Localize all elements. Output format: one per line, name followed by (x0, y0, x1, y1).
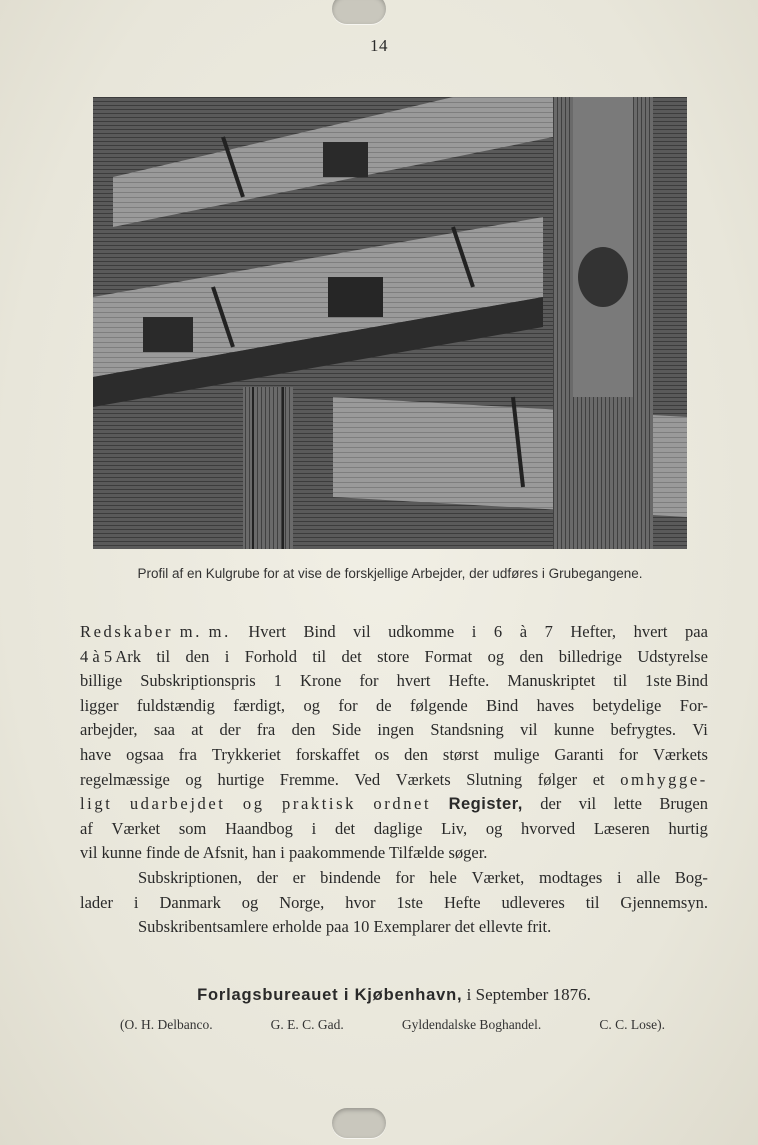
word: i (617, 867, 622, 887)
word: Fremme. (279, 769, 339, 789)
word: 1 (273, 671, 283, 691)
word: ogsaa (126, 744, 164, 764)
word: følger (537, 769, 578, 789)
word: til (585, 892, 600, 912)
word: à (519, 622, 528, 641)
word: følgende (410, 695, 468, 715)
word: hvert (633, 622, 668, 641)
word: Læseren (593, 818, 650, 838)
word: 1ste Bind (645, 671, 708, 691)
word: det (334, 818, 356, 838)
word: saa (153, 720, 175, 740)
word: alle (636, 867, 661, 887)
word: forskaffet (295, 744, 360, 764)
word: Hvert (248, 622, 286, 641)
word: hvorved (521, 818, 576, 838)
word: Værkets (395, 769, 451, 789)
publisher-name: Forlagsbureauet i Kjøbenhavn, (197, 986, 463, 1004)
word: Redskaber m. m. (80, 622, 231, 641)
word: i (133, 892, 139, 912)
word: Slutning (466, 769, 523, 789)
word: Side (331, 720, 362, 740)
word: og (485, 818, 503, 838)
subscription-terms-line (80, 743, 708, 768)
word: billedrige (558, 646, 622, 666)
word: de (376, 695, 392, 715)
word: Haandbog (225, 818, 293, 838)
partner-gad: G. E. C. Gad. (270, 1017, 344, 1032)
word: af (80, 818, 93, 838)
word: modtages (539, 867, 603, 887)
word: omhygge- (620, 769, 708, 789)
subscription-terms-line (80, 792, 708, 817)
word: i (224, 646, 230, 666)
collectors-text: Subskribentsamlere erholde paa 10 Exemplarer det ellevte frit. (138, 917, 552, 937)
word: der (219, 720, 241, 740)
word: Trykkeriet (211, 744, 281, 764)
word: billige (80, 671, 123, 691)
word: 1ste (396, 892, 424, 912)
word: fra (256, 720, 276, 740)
word: og (185, 769, 202, 789)
word: Subskriptionspris (140, 671, 256, 691)
word: at (191, 720, 204, 740)
subscription-terms-line (80, 841, 708, 866)
word: fra (178, 744, 197, 764)
word: Krone (300, 671, 342, 691)
word: som (178, 818, 207, 838)
word: udarbejdet (129, 794, 226, 814)
word: arbejder, (80, 720, 138, 740)
word: Register, (448, 795, 523, 814)
word: bindende (320, 867, 381, 887)
subscription-terms-line (80, 768, 708, 793)
word: Subskriptionen, (138, 867, 243, 887)
word: og (241, 892, 259, 912)
word: hurtig (668, 818, 708, 838)
subscription-terms-line (80, 694, 708, 719)
word: i (471, 622, 477, 641)
word: betydelige (592, 695, 662, 715)
word: Hefter, (570, 622, 616, 641)
word: 7 (544, 622, 553, 641)
word: for (618, 744, 639, 764)
word: for (338, 695, 358, 715)
publisher-date: i September 1876. (466, 985, 591, 1004)
subscription-terms-line (80, 669, 708, 694)
publisher-line (80, 985, 708, 1005)
word: hurtige (217, 769, 265, 789)
word: til (156, 646, 171, 666)
word: den (404, 744, 428, 764)
word: Standsning (430, 720, 504, 740)
body-text (80, 620, 708, 940)
subscription-terms-line (80, 817, 708, 842)
word: vil (520, 720, 538, 740)
word: os (374, 744, 390, 764)
word: ordnet (373, 794, 432, 814)
word: er (292, 867, 306, 887)
figure-caption: Profil af en Kulgrube for at vise de forskjellige Arbejder, der udføres i Grubegangene. (137, 566, 643, 581)
word: Manuskriptet (507, 671, 596, 691)
word: praktisk (282, 794, 356, 814)
word: Forhold (244, 646, 297, 666)
word: ingen (377, 720, 415, 740)
word: Bog- (674, 867, 708, 887)
word: Hefte (443, 892, 481, 912)
subscription-terms-line (80, 645, 708, 670)
word: store (377, 646, 410, 666)
word: Brugen (659, 794, 708, 814)
word: og (242, 794, 265, 814)
word: den (291, 720, 316, 740)
word: lette (613, 794, 642, 814)
partner-delbanco: (O. H. Delbanco. (120, 1017, 213, 1032)
word: hele (429, 867, 457, 887)
paragraph-subscription-terms (80, 620, 708, 866)
punch-hole-top (332, 0, 386, 24)
coal-mine-engraving (93, 97, 687, 549)
punch-hole-bottom (332, 1108, 386, 1138)
engraving-illustration (93, 97, 687, 549)
word: et (592, 769, 605, 789)
word: vil (353, 622, 371, 641)
word: mulige (493, 744, 540, 764)
word: Ved (354, 769, 381, 789)
word: kunne (553, 720, 595, 740)
word: hvor (345, 892, 376, 912)
word: Hefte. (448, 671, 490, 691)
word: udleveres (501, 892, 565, 912)
word: for (359, 671, 379, 691)
word: færdigt, (233, 695, 286, 715)
word: befrygtes. (610, 720, 676, 740)
word: Format (424, 646, 473, 666)
word: og (487, 646, 505, 666)
partner-lose: C. C. Lose). (599, 1017, 665, 1032)
word: der (540, 794, 562, 814)
paragraph-collectors (80, 915, 708, 940)
subscription-binding-line (80, 891, 708, 916)
word: den (185, 646, 210, 666)
word: og (303, 695, 320, 715)
word: fuldstændig (136, 695, 215, 715)
word: daglige (373, 818, 423, 838)
word: Garanti (554, 744, 604, 764)
word: Værkets (652, 744, 708, 764)
word: Vi (692, 720, 708, 740)
word: Norge, (279, 892, 325, 912)
word: vil (578, 794, 597, 814)
word: størst (442, 744, 479, 764)
word: der (256, 867, 278, 887)
word: Værket (111, 818, 161, 838)
word: haves (536, 695, 575, 715)
word: lader (80, 892, 113, 912)
word: Bind (303, 622, 336, 641)
word: udkomme (388, 622, 455, 641)
partner-gyldendal: Gyldendalske Boghandel. (401, 1017, 542, 1032)
word: til (312, 646, 327, 666)
word: ligt (80, 794, 113, 814)
word: vil kunne finde de Afsnit, han i paakommende Tilfælde søger. (80, 843, 488, 863)
word: Udstyrelse (637, 646, 708, 666)
subscription-binding-line (80, 866, 708, 891)
word: for (395, 867, 415, 887)
paragraph-subscription-binding (80, 866, 708, 915)
word: Værket, (471, 867, 525, 887)
word: have (80, 744, 112, 764)
word: Bind (486, 695, 519, 715)
word: hvert (396, 671, 431, 691)
word: Gjennemsyn. (620, 892, 708, 912)
word: 6 (493, 622, 503, 641)
word: Liv, (441, 818, 468, 838)
word: paa (685, 622, 708, 641)
word: det (341, 646, 362, 666)
subscription-terms-line (80, 620, 708, 645)
word: ligger (80, 695, 119, 715)
page-number: 14 (370, 36, 388, 55)
word: den (519, 646, 544, 666)
subscription-terms-line (80, 718, 708, 743)
word: 4 à 5 Ark (80, 646, 141, 666)
word: For- (679, 695, 708, 715)
word: til (613, 671, 628, 691)
word: Danmark (159, 892, 221, 912)
word: i (311, 818, 317, 838)
partner-booksellers (120, 1017, 665, 1033)
word: regelmæssige (80, 769, 170, 789)
